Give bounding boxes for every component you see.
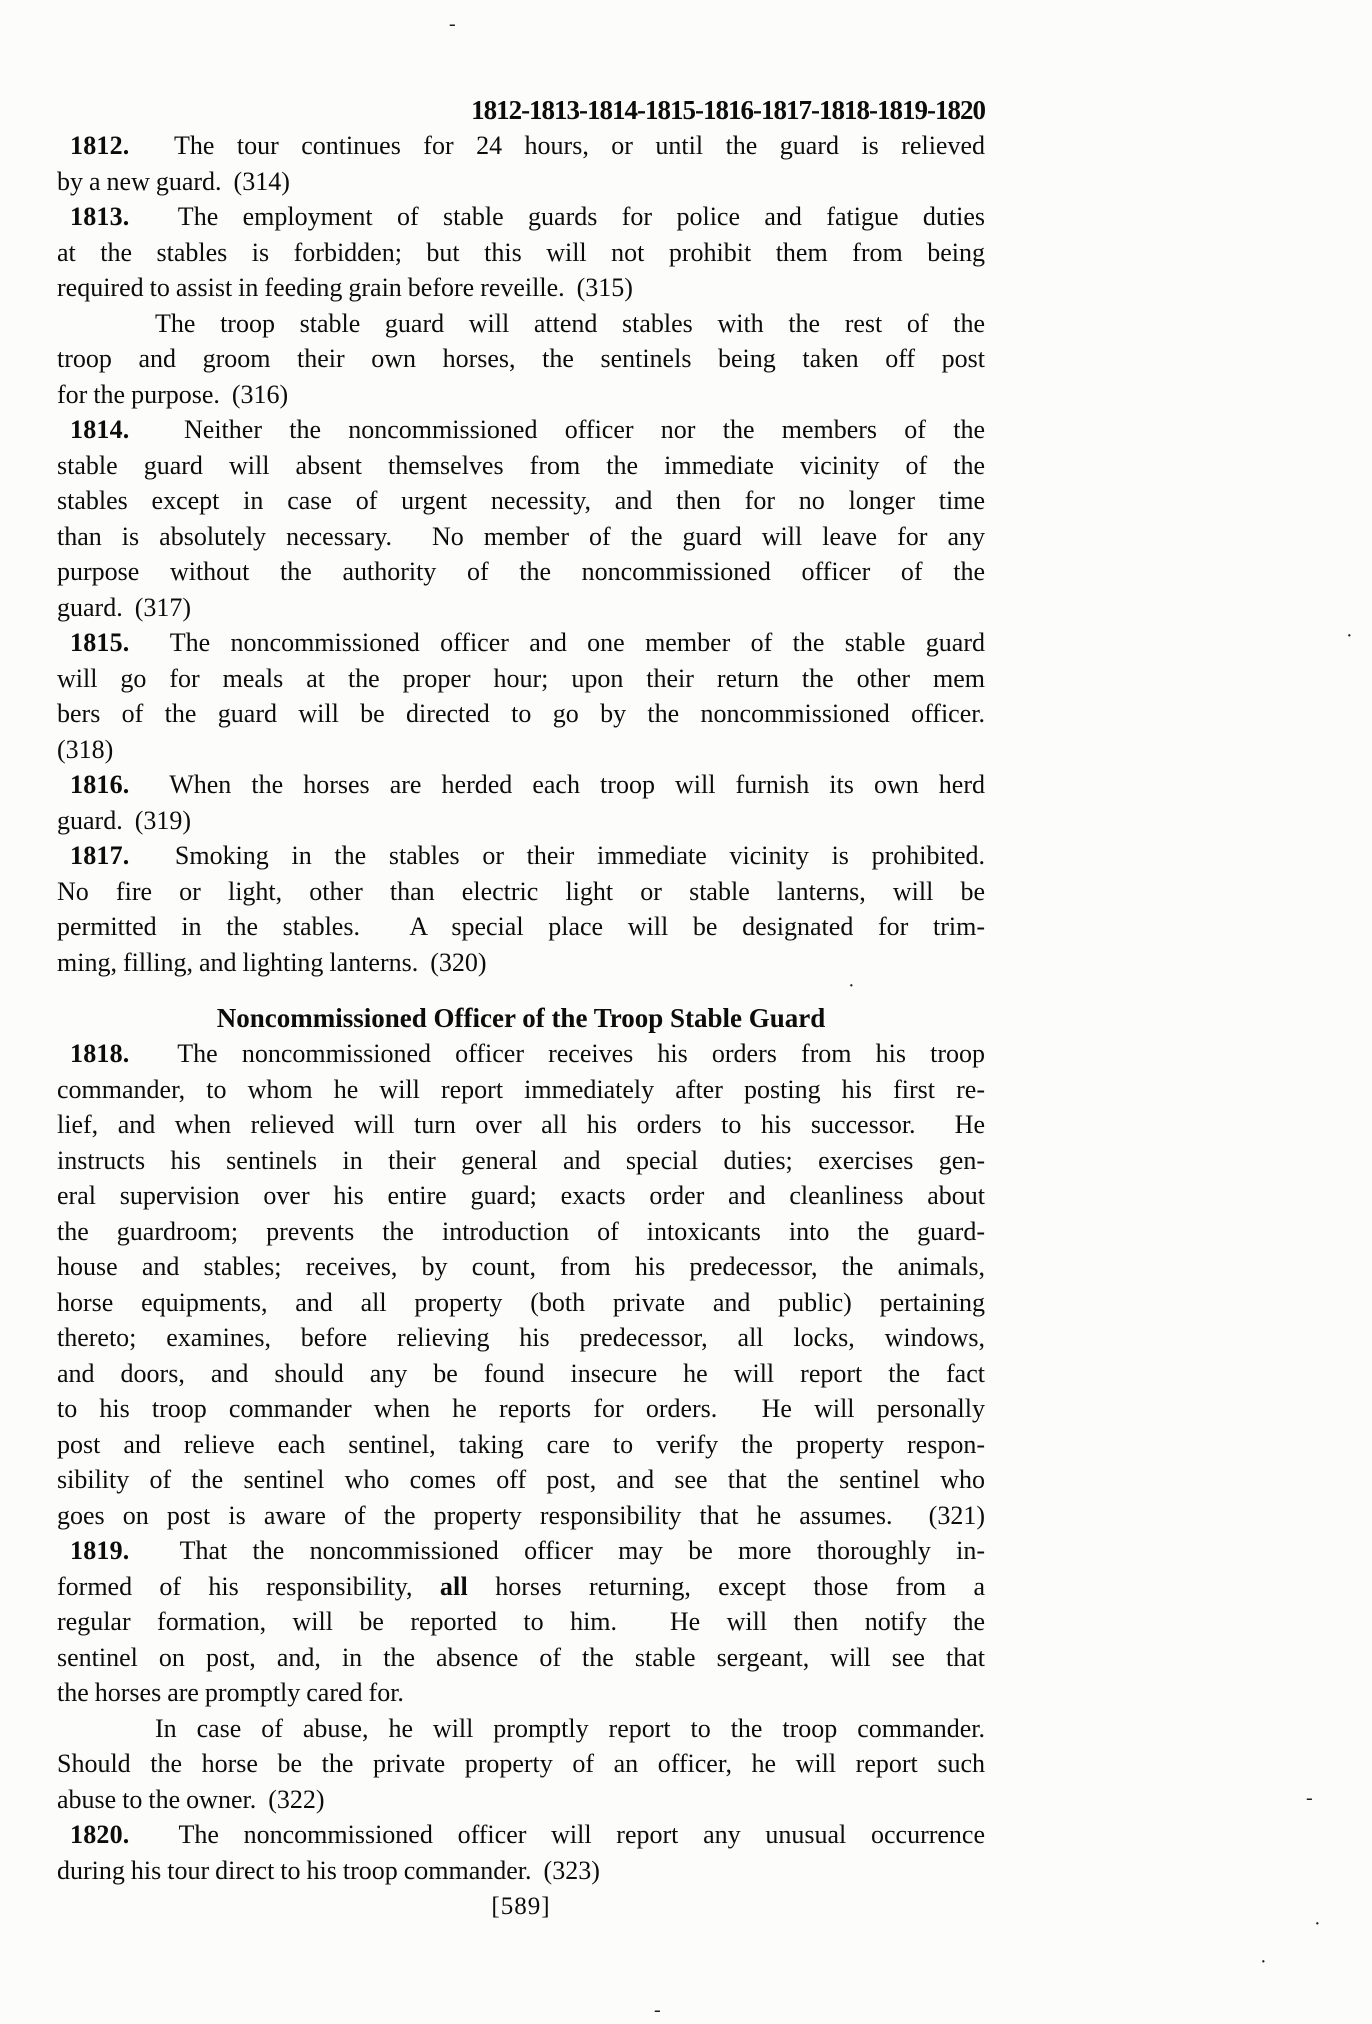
paragraph-1816 [57, 767, 985, 838]
text-line: (318) [57, 734, 114, 764]
text-line: 1820. The noncommissioned officer will report any unusual occurrence [70, 1820, 985, 1849]
paragraph-316 [57, 306, 985, 413]
text-line: house and stables; receives, by count, from his predecessor, the animals, [57, 1252, 985, 1281]
text-line: 1817. Smoking in the stables or their immediate vicinity is prohibited. [70, 841, 985, 870]
text-line: regular formation, will be reported to him. He will then notify the [57, 1607, 985, 1636]
text-line: sentinel on post, and, in the absence of the stable sergeant, will see that [57, 1642, 985, 1672]
text-line: No fire or light, other than electric light or stable lanterns, will be [57, 876, 985, 906]
stray-mark: - [1306, 1787, 1313, 1809]
paragraph-1815 [57, 625, 985, 767]
text-line: stables except in case of urgent necessity, and then for no longer time [57, 486, 985, 515]
paragraph-1812 [57, 128, 985, 199]
text-line: 1812. The tour continues for 24 hours, or until the guard is relieved [70, 131, 985, 160]
text-line: bers of the guard will be directed to go by the noncommissioned officer. [57, 699, 985, 728]
paragraph-1814 [57, 412, 985, 625]
text-line: 1816. When the horses are herded each troop will furnish its own herd [70, 770, 985, 799]
stray-mark: · [848, 975, 855, 997]
text-line: 1818. The noncommissioned officer receives his orders from his troop [70, 1039, 985, 1068]
paragraph-1820 [57, 1817, 985, 1888]
text-line: goes on post is aware of the property responsibility that he assumes. (321) [57, 1500, 985, 1530]
text-line: instructs his sentinels in their general and special duties; exercises gen- [57, 1145, 985, 1175]
text-line: horse equipments, and all property (both private and public) pertaining [57, 1287, 985, 1317]
text-line: sibility of the sentinel who comes off post, and see that the sentinel who [57, 1465, 985, 1494]
text-line: commander, to whom he will report immediately after posting his first re- [57, 1074, 985, 1104]
text-line: purpose without the authority of the noncommissioned officer of the [57, 557, 985, 586]
text-line: at the stables is forbidden; but this will not prohibit them from being [57, 237, 985, 267]
text-block [57, 92, 985, 1888]
page-content [57, 128, 985, 1888]
text-line: troop and groom their own horses, the sentinels being taken off post [57, 344, 985, 373]
paragraph-1819 [57, 1533, 985, 1711]
text-line: will go for meals at the proper hour; upon their return the other mem [57, 663, 985, 693]
paragraph-1813 [57, 199, 985, 306]
text-line: during his tour direct to his troop commander. (323) [57, 1855, 600, 1885]
paragraph-1818 [57, 1036, 985, 1533]
text-line: permitted in the stables. A special place will be designated for trim- [57, 912, 985, 941]
section-heading: Noncommissioned Officer of the Troop Stable Guard [216, 1003, 826, 1033]
paragraph-322 [57, 1711, 985, 1818]
text-line: guard. (319) [57, 805, 192, 835]
text-line: post and relieve each sentinel, taking care to verify the property respon- [57, 1429, 985, 1459]
running-header: 1812-1813-1814-1815-1816-1817-1818-1819-1820 [471, 95, 985, 125]
paragraph-1817 [57, 838, 985, 980]
stray-mark: - [654, 1999, 661, 2021]
stray-mark: · [1260, 1951, 1267, 1973]
text-line: by a new guard. (314) [57, 166, 290, 196]
text-line: 1813. The employment of stable guards for police and fatigue duties [70, 202, 985, 231]
page-number: [589] [491, 1893, 551, 1920]
text-line: the guardroom; prevents the introduction of intoxicants into the guard- [57, 1216, 985, 1246]
text-line: than is absolutely necessary. No member of the guard will leave for any [57, 521, 985, 551]
text-line: 1819. That the noncommissioned officer may be more thoroughly in- [70, 1536, 985, 1565]
text-line: ming, filling, and lighting lanterns. (320) [57, 947, 487, 977]
text-line: abuse to the owner. (322) [57, 1784, 325, 1814]
text-line: The troop stable guard will attend stables with the rest of the [155, 308, 985, 338]
text-line: guard. (317) [57, 592, 192, 622]
text-line: to his troop commander when he reports for orders. He will personally [57, 1394, 985, 1423]
stray-mark: · [1314, 1913, 1321, 1935]
text-line: stable guard will absent themselves from the immediate vicinity of the [57, 450, 985, 480]
text-line: eral supervision over his entire guard; exacts order and cleanliness about [57, 1181, 985, 1210]
text-line: Should the horse be the private property of an officer, he will report such [57, 1749, 985, 1778]
text-line: thereto; examines, before relieving his predecessor, all locks, windows, [57, 1323, 985, 1352]
stray-mark: · [1346, 625, 1353, 647]
text-line: 1815. The noncommissioned officer and one member of the stable guard [70, 628, 985, 657]
text-line: formed of his responsibility, all horses returning, except those from a [57, 1571, 985, 1601]
text-line: for the purpose. (316) [57, 379, 289, 409]
text-line: and doors, and should any be found insecure he will report the fact [57, 1358, 985, 1388]
text-line: In case of abuse, he will promptly report to the troop commander. [155, 1713, 985, 1743]
stray-mark: - [449, 13, 456, 35]
text-line: the horses are promptly cared for. [57, 1678, 404, 1707]
text-line: 1814. Neither the noncommissioned officer nor the members of the [70, 415, 985, 444]
text-line: required to assist in feeding grain before reveille. (315) [57, 273, 633, 302]
text-line: lief, and when relieved will turn over all his orders to his successor. He [57, 1110, 985, 1139]
